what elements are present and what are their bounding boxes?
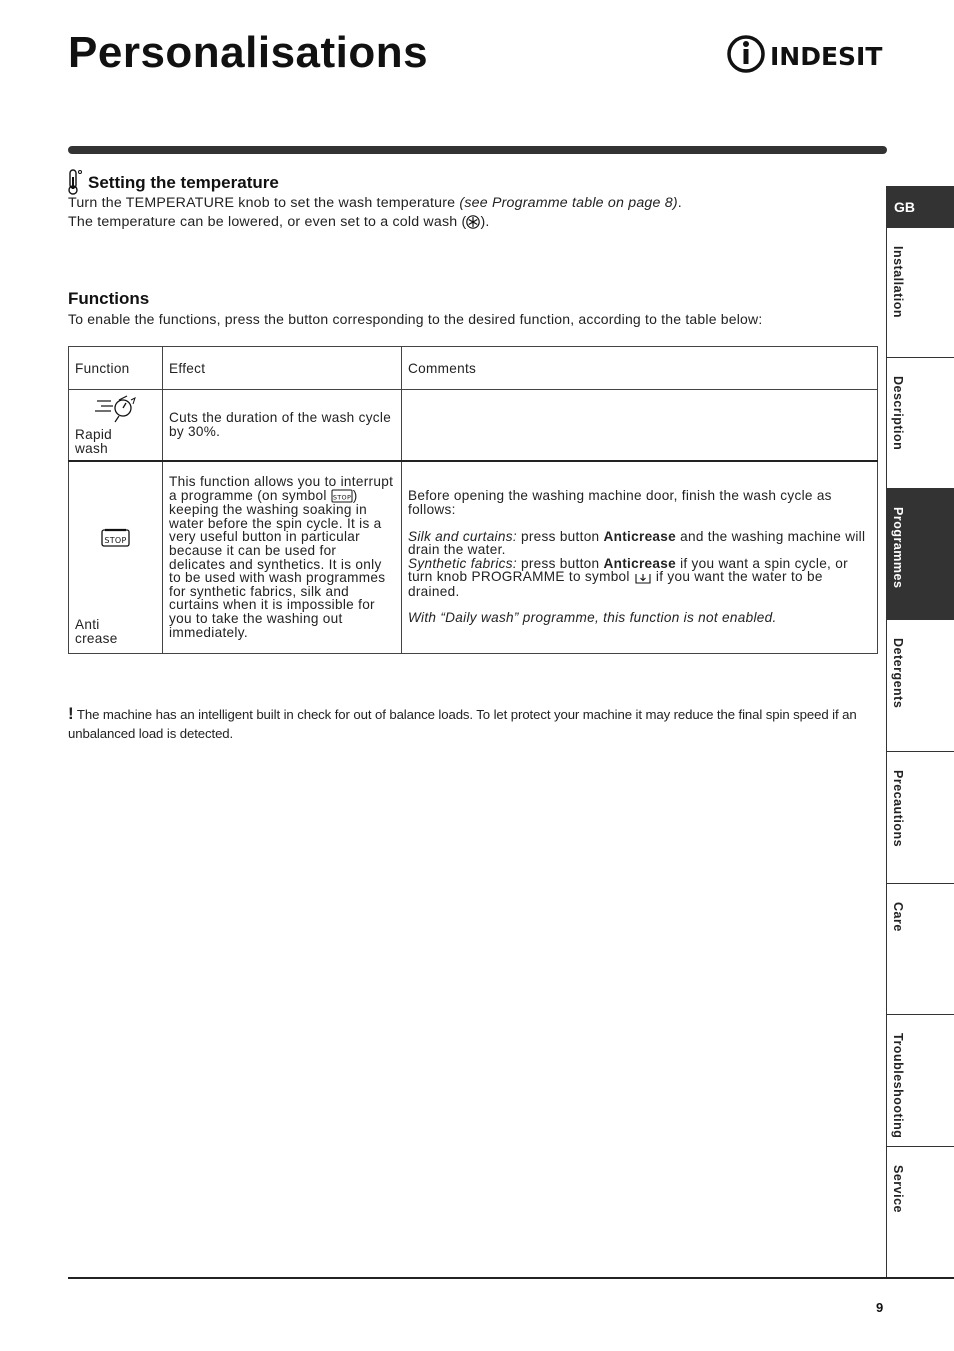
page-title: Personalisations [68,28,429,77]
table-row [69,461,878,654]
header-effect: Effect [163,347,402,390]
anticrease-cell [69,461,163,654]
header-function: Function [69,347,163,390]
nav-item-care[interactable]: Care [887,884,954,1015]
page-number: 9 [876,1300,884,1315]
temperature-heading: Setting the temperature [88,173,279,192]
comment-silk: Silk and curtains: press button Anticrease and the washing machine will drain the water. [408,528,866,558]
stop-icon [101,528,131,548]
svg-text:STOP: STOP [104,535,127,545]
brand-name: INDESIT [770,42,883,71]
nav-item-troubleshooting[interactable]: Troubleshooting [887,1015,954,1147]
snowflake-icon [466,215,480,229]
comment-intro: Before opening the washing machine door, finish the wash cycle as follows: [408,488,832,518]
anticrease-label-2: crease [75,630,118,646]
temperature-text-2: The temperature can be lowered, or even set to a cold wash ( ). [68,214,490,230]
nav-item-service[interactable]: Service [891,1165,905,1213]
table-header-row [69,347,878,390]
nav-item-description[interactable]: Description [887,358,954,489]
temperature-text-1: Turn the TEMPERATURE knob to set the wash temperature (see Programme table on page 8). [68,195,682,211]
comment-synthetic: Synthetic fabrics: press button Anticrease if you want a spin cycle, or turn knob PROGRAMME to symbol if you want the water to be drained. [408,555,848,599]
section-nav [886,186,954,1278]
rapid-wash-effect: Cuts the duration of the wash cycle by 30%. [163,390,402,461]
header-rule [68,146,887,154]
nav-item-installation[interactable]: Installation [887,228,954,358]
stop-icon [331,489,353,503]
svg-text:STOP: STOP [332,493,351,502]
functions-intro: To enable the functions, press the button corresponding to the desired function, according to the table below: [68,311,763,327]
nav-item-programmes[interactable]: Programmes [887,489,954,620]
thermometer-icon [66,169,84,195]
functions-table [68,346,878,654]
rapid-wash-icon [95,394,139,424]
anticrease-label-1: Anti [75,616,100,632]
indesit-logo [726,34,886,74]
functions-heading: Functions [68,289,150,308]
anticrease-effect: This function allows you to interrupt a programme (on symbol STOP ) keeping the washing soaking in water before the spin cycle. It is a very useful button in particular because it can be used for delicates and synthetics. It is only to be used with wash programmes for synthetic fabrics, silk and curtains when it is impossible for you to take the washing out immediately. [163,461,402,654]
nav-item-detergents[interactable]: Detergents [887,620,954,752]
rapid-wash-label-1: Rapid [75,427,113,443]
footer-rule [68,1277,954,1279]
language-tab[interactable]: GB [887,186,954,228]
drain-icon [634,571,652,585]
comment-daily-wash: With “Daily wash” programme, this function is not enabled. [408,610,777,626]
balance-note: ! The machine has an intelligent built in check for out of balance loads. To let protect your machine it may reduce the final spin speed if an unbalanced load is detected. [68,704,857,741]
header-comments: Comments [402,347,878,390]
anticrease-comments [402,461,878,654]
rapid-wash-label-2: wash [75,441,108,457]
rapid-wash-cell [69,390,163,461]
rapid-wash-comment [402,390,878,461]
table-row [69,390,878,461]
nav-item-precautions[interactable]: Precautions [887,752,954,884]
